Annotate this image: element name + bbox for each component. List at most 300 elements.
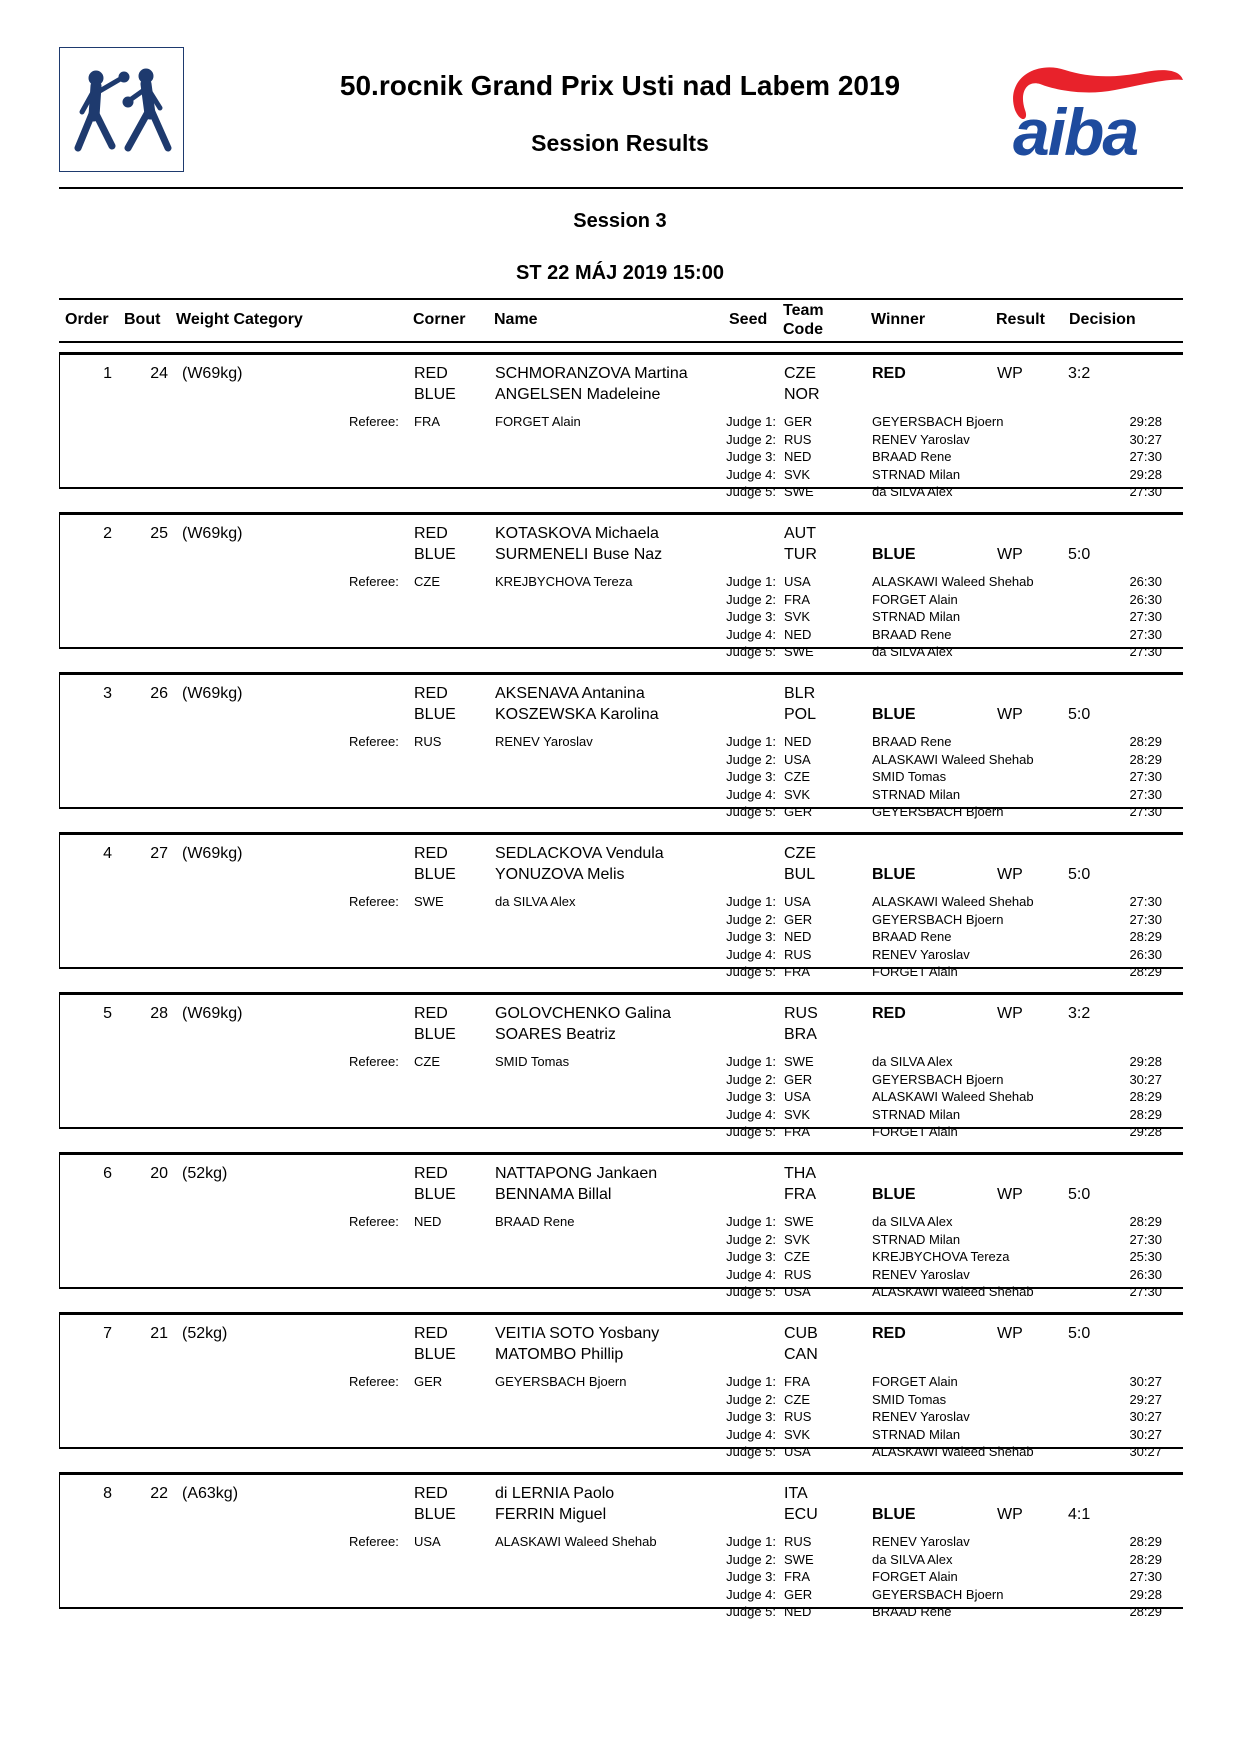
corner-red-label: RED — [414, 845, 448, 862]
result-type: WP — [997, 1506, 1023, 1523]
table-header-bottom-rule — [59, 341, 1183, 343]
bout-order: 4 — [103, 845, 112, 862]
judge-country: FRA — [784, 1374, 810, 1389]
result-type: WP — [997, 546, 1023, 563]
bout-block — [59, 832, 1183, 979]
red-team-code: THA — [784, 1165, 816, 1182]
judge-score: 30:27 — [1129, 1409, 1162, 1424]
blue-team-code: POL — [784, 706, 817, 723]
judge-score: 25:30 — [1129, 1249, 1162, 1264]
corner-red-label: RED — [414, 1165, 448, 1182]
judge-score: 28:29 — [1129, 1089, 1162, 1104]
judge-label: Judge 4: — [726, 786, 776, 802]
red-boxer-name: KOTASKOVA Michaela — [495, 525, 659, 542]
referee-label: Referee: — [349, 734, 399, 749]
red-boxer-name: SCHMORANZOVA Martina — [495, 365, 688, 382]
session-label: Session 3 — [573, 210, 667, 232]
judge-country: NED — [784, 449, 812, 464]
blue-team-code: FRA — [784, 1186, 816, 1203]
judge-country: GER — [784, 1071, 813, 1087]
weight-category: (W69kg) — [182, 525, 243, 542]
page-subtitle: Session Results — [531, 130, 709, 156]
judge-score: 28:29 — [1129, 1106, 1162, 1122]
weight-category: (W69kg) — [182, 845, 243, 862]
referee-country: SWE — [414, 894, 444, 909]
judge-name: STRNAD Milan — [872, 466, 961, 482]
judge-label: Judge 2: — [726, 431, 776, 447]
judge-label: Judge 4: — [726, 1586, 776, 1602]
judge-label: Judge 1: — [726, 1054, 776, 1069]
referee-name: SMID Tomas — [495, 1054, 570, 1069]
judge-name: ALASKAWI Waleed Shehab — [872, 574, 1034, 589]
red-boxer-name: GOLOVCHENKO Galina — [495, 1005, 672, 1022]
red-team-code: ITA — [784, 1485, 808, 1502]
judge-label: Judge 5: — [726, 1284, 776, 1299]
winner-corner: RED — [872, 1325, 906, 1342]
judge-name: FORGET Alain — [872, 591, 958, 607]
judge-label: Judge 2: — [726, 1391, 776, 1407]
judge-name: ALASKAWI Waleed Shehab — [872, 751, 1034, 767]
judge-score: 27:30 — [1129, 484, 1162, 499]
judge-label: Judge 1: — [726, 734, 776, 749]
referee-country: CZE — [414, 1054, 440, 1069]
judge-label: Judge 3: — [726, 1089, 776, 1104]
page-title: 50.rocnik Grand Prix Usti nad Labem 2019 — [339, 70, 901, 101]
judge-name: FORGET Alain — [872, 964, 958, 979]
judge-label: Judge 3: — [726, 1569, 776, 1584]
judge-name: RENEV Yaroslav — [872, 431, 970, 447]
judge-score: 27:30 — [1129, 769, 1162, 784]
referee-country: GER — [414, 1374, 443, 1389]
bout-order: 3 — [103, 685, 112, 702]
judge-label: Judge 1: — [726, 1214, 776, 1229]
bout-order: 8 — [103, 1485, 112, 1502]
bout-order: 1 — [103, 365, 112, 382]
decision-score: 5:0 — [1068, 706, 1091, 723]
judge-name: da SILVA Alex — [872, 1214, 953, 1229]
judge-name: RENEV Yaroslav — [872, 1534, 970, 1549]
result-type: WP — [997, 866, 1023, 883]
judge-country: USA — [784, 1089, 811, 1104]
judge-country: GER — [784, 911, 813, 927]
red-team-code: CZE — [784, 845, 816, 862]
judge-country: SVK — [784, 466, 811, 482]
judge-score: 30:27 — [1129, 1374, 1162, 1389]
judge-name: da SILVA Alex — [872, 484, 953, 499]
winner-corner: BLUE — [872, 706, 916, 723]
judge-name: STRNAD Milan — [872, 609, 961, 624]
blue-team-code: BUL — [784, 866, 816, 883]
judge-score: 27:30 — [1129, 449, 1162, 464]
judge-name: BRAAD Rene — [872, 626, 952, 642]
judge-country: NED — [784, 929, 812, 944]
judge-country: CZE — [784, 1391, 810, 1407]
judge-score: 27:30 — [1129, 786, 1162, 802]
weight-category: (W69kg) — [182, 685, 243, 702]
referee-name: BRAAD Rene — [495, 1214, 575, 1229]
judge-score: 27:30 — [1129, 911, 1162, 927]
referee-label: Referee: — [349, 1374, 399, 1389]
judge-label: Judge 3: — [726, 609, 776, 624]
table-header-top-rule — [59, 298, 1183, 300]
red-boxer-name: NATTAPONG Jankaen — [495, 1165, 658, 1182]
judge-country: SWE — [784, 1214, 814, 1229]
judge-name: ALASKAWI Waleed Shehab — [872, 894, 1034, 909]
judge-country: RUS — [784, 1409, 812, 1424]
referee-label: Referee: — [349, 894, 399, 909]
col-bout: Bout — [124, 311, 161, 328]
judge-score: 27:30 — [1129, 626, 1162, 642]
judge-country: USA — [784, 894, 811, 909]
judge-name: ALASKAWI Waleed Shehab — [872, 1284, 1034, 1299]
corner-blue-label: BLUE — [414, 1506, 456, 1523]
decision-score: 5:0 — [1068, 546, 1091, 563]
judge-score: 27:30 — [1129, 1284, 1162, 1299]
judge-label: Judge 4: — [726, 1426, 776, 1442]
referee-country: NED — [414, 1214, 442, 1229]
judge-label: Judge 3: — [726, 449, 776, 464]
judge-score: 29:28 — [1129, 1124, 1162, 1139]
judge-name: da SILVA Alex — [872, 1551, 953, 1567]
judge-name: RENEV Yaroslav — [872, 1409, 970, 1424]
blue-team-code: ECU — [784, 1506, 818, 1523]
judge-country: SVK — [784, 1426, 811, 1442]
corner-blue-label: BLUE — [414, 1346, 456, 1363]
judge-country: USA — [784, 1444, 811, 1459]
judge-score: 26:30 — [1129, 591, 1162, 607]
referee-name: FORGET Alain — [495, 414, 581, 429]
bout-block — [59, 672, 1183, 819]
judge-label: Judge 5: — [726, 484, 776, 499]
referee-label: Referee: — [349, 1534, 399, 1549]
judge-name: SMID Tomas — [872, 1391, 947, 1407]
judge-name: GEYERSBACH Bjoern — [872, 911, 1004, 927]
bout-order: 5 — [103, 1005, 112, 1022]
judge-country: SWE — [784, 644, 814, 659]
referee-label: Referee: — [349, 1214, 399, 1229]
referee-name: ALASKAWI Waleed Shehab — [495, 1534, 657, 1549]
judge-name: STRNAD Milan — [872, 1231, 961, 1247]
red-boxer-name: di LERNIA Paolo — [495, 1485, 615, 1502]
judge-score: 29:28 — [1129, 1586, 1162, 1602]
judge-score: 27:30 — [1129, 804, 1162, 819]
judge-country: FRA — [784, 964, 810, 979]
blue-boxer-name: BENNAMA Billal — [495, 1186, 612, 1203]
winner-corner: RED — [872, 365, 906, 382]
judge-country: RUS — [784, 431, 812, 447]
col-seed: Seed — [729, 311, 768, 328]
judge-score: 29:27 — [1129, 1391, 1162, 1407]
blue-team-code: TUR — [784, 546, 817, 563]
referee-label: Referee: — [349, 414, 399, 429]
judge-score: 28:29 — [1129, 751, 1162, 767]
referee-country: RUS — [414, 734, 442, 749]
decision-score: 5:0 — [1068, 1325, 1091, 1342]
bout-block — [59, 1312, 1183, 1459]
judge-score: 30:27 — [1129, 431, 1162, 447]
referee-name: da SILVA Alex — [495, 894, 576, 909]
judge-score: 28:29 — [1129, 964, 1162, 979]
blue-boxer-name: YONUZOVA Melis — [495, 866, 625, 883]
judge-score: 28:29 — [1129, 1551, 1162, 1567]
judge-country: SVK — [784, 1231, 811, 1247]
judge-score: 26:30 — [1129, 946, 1162, 962]
result-type: WP — [997, 365, 1023, 382]
bout-block — [59, 352, 1183, 499]
judge-score: 27:30 — [1129, 644, 1162, 659]
blue-boxer-name: SURMENELI Buse Naz — [495, 546, 663, 563]
blue-team-code: BRA — [784, 1026, 817, 1043]
judge-label: Judge 4: — [726, 1106, 776, 1122]
col-name: Name — [494, 311, 538, 328]
judge-label: Judge 5: — [726, 1604, 776, 1619]
result-type: WP — [997, 1186, 1023, 1203]
judge-label: Judge 2: — [726, 1231, 776, 1247]
decision-score: 5:0 — [1068, 866, 1091, 883]
corner-blue-label: BLUE — [414, 1186, 456, 1203]
judge-label: Judge 2: — [726, 591, 776, 607]
judge-name: da SILVA Alex — [872, 644, 953, 659]
judge-name: STRNAD Milan — [872, 786, 961, 802]
judge-country: USA — [784, 1284, 811, 1299]
judge-name: ALASKAWI Waleed Shehab — [872, 1444, 1034, 1459]
judge-score: 28:29 — [1129, 929, 1162, 944]
corner-blue-label: BLUE — [414, 386, 456, 403]
judge-label: Judge 1: — [726, 894, 776, 909]
judge-label: Judge 5: — [726, 964, 776, 979]
corner-red-label: RED — [414, 685, 448, 702]
corner-red-label: RED — [414, 1325, 448, 1342]
judge-score: 28:29 — [1129, 1214, 1162, 1229]
judge-country: USA — [784, 751, 811, 767]
judge-label: Judge 2: — [726, 1551, 776, 1567]
judge-country: CZE — [784, 1249, 810, 1264]
bout-block — [59, 1472, 1183, 1619]
judge-name: GEYERSBACH Bjoern — [872, 1586, 1004, 1602]
judge-name: BRAAD Rene — [872, 929, 952, 944]
judge-label: Judge 4: — [726, 946, 776, 962]
weight-category: (52kg) — [182, 1165, 228, 1182]
judge-label: Judge 5: — [726, 644, 776, 659]
col-order: Order — [65, 311, 109, 328]
red-team-code: CZE — [784, 365, 816, 382]
bout-number: 26 — [150, 685, 168, 702]
result-type: WP — [997, 1325, 1023, 1342]
bout-order: 7 — [103, 1325, 112, 1342]
judge-score: 29:28 — [1129, 466, 1162, 482]
judge-name: SMID Tomas — [872, 769, 947, 784]
bout-number: 22 — [150, 1485, 168, 1502]
red-boxer-name: SEDLACKOVA Vendula — [495, 845, 664, 862]
judge-score: 27:30 — [1129, 609, 1162, 624]
referee-name: GEYERSBACH Bjoern — [495, 1374, 627, 1389]
judge-country: RUS — [784, 1266, 812, 1282]
judge-country: GER — [784, 804, 813, 819]
judge-name: GEYERSBACH Bjoern — [872, 414, 1004, 429]
bout-number: 24 — [150, 365, 168, 382]
blue-boxer-name: MATOMBO Phillip — [495, 1346, 624, 1363]
bout-number: 27 — [150, 845, 168, 862]
bout-number: 28 — [150, 1005, 168, 1022]
judge-score: 30:27 — [1129, 1444, 1162, 1459]
judge-label: Judge 5: — [726, 804, 776, 819]
judge-label: Judge 5: — [726, 1124, 776, 1139]
bout-number: 21 — [150, 1325, 168, 1342]
blue-boxer-name: KOSZEWSKA Karolina — [495, 706, 659, 723]
header-divider — [59, 187, 1183, 189]
judge-score: 26:30 — [1129, 1266, 1162, 1282]
judge-name: ALASKAWI Waleed Shehab — [872, 1089, 1034, 1104]
red-boxer-name: VEITIA SOTO Yosbany — [495, 1325, 660, 1342]
corner-blue-label: BLUE — [414, 866, 456, 883]
judge-label: Judge 3: — [726, 769, 776, 784]
judge-country: GER — [784, 414, 813, 429]
weight-category: (52kg) — [182, 1325, 228, 1342]
judge-country: SWE — [784, 1054, 814, 1069]
winner-corner: BLUE — [872, 1506, 916, 1523]
red-boxer-name: AKSENAVA Antanina — [495, 685, 645, 702]
judge-label: Judge 1: — [726, 574, 776, 589]
blue-boxer-name: FERRIN Miguel — [495, 1506, 607, 1523]
judge-country: NED — [784, 1604, 812, 1619]
judge-name: GEYERSBACH Bjoern — [872, 804, 1004, 819]
judge-country: RUS — [784, 1534, 812, 1549]
judge-name: RENEV Yaroslav — [872, 946, 970, 962]
judge-label: Judge 3: — [726, 1249, 776, 1264]
bout-block — [59, 992, 1183, 1139]
judge-score: 26:30 — [1129, 574, 1162, 589]
col-decision: Decision — [1069, 311, 1136, 328]
judge-name: KREJBYCHOVA Tereza — [872, 1249, 1010, 1264]
judge-country: NED — [784, 626, 812, 642]
judge-country: SVK — [784, 1106, 811, 1122]
weight-category: (A63kg) — [182, 1485, 239, 1502]
winner-corner: BLUE — [872, 546, 916, 563]
judge-name: FORGET Alain — [872, 1569, 958, 1584]
bout-order: 6 — [103, 1165, 112, 1182]
col-winner: Winner — [871, 311, 926, 328]
judge-label: Judge 2: — [726, 911, 776, 927]
red-team-code: AUT — [784, 525, 816, 542]
judge-name: da SILVA Alex — [872, 1054, 953, 1069]
judge-name: BRAAD Rene — [872, 734, 952, 749]
blue-boxer-name: ANGELSEN Madeleine — [495, 386, 661, 403]
judge-label: Judge 1: — [726, 414, 776, 429]
judge-country: USA — [784, 574, 811, 589]
bout-number: 25 — [150, 525, 168, 542]
blue-team-code: NOR — [784, 386, 820, 403]
judge-label: Judge 3: — [726, 929, 776, 944]
col-result: Result — [996, 311, 1045, 328]
judge-name: RENEV Yaroslav — [872, 1266, 970, 1282]
judge-country: SVK — [784, 609, 811, 624]
decision-score: 3:2 — [1068, 1005, 1091, 1022]
corner-blue-label: BLUE — [414, 1026, 456, 1043]
judge-score: 28:29 — [1129, 1604, 1162, 1619]
decision-score: 3:2 — [1068, 365, 1091, 382]
col-weight-category: Weight Category — [176, 311, 303, 328]
red-team-code: BLR — [784, 685, 816, 702]
judge-score: 29:28 — [1129, 1054, 1162, 1069]
judge-country: FRA — [784, 591, 810, 607]
weight-category: (W69kg) — [182, 365, 243, 382]
decision-score: 4:1 — [1068, 1506, 1091, 1523]
winner-corner: BLUE — [872, 866, 916, 883]
bout-number: 20 — [150, 1165, 168, 1182]
referee-label: Referee: — [349, 1054, 399, 1069]
judge-country: SVK — [784, 786, 811, 802]
judge-score: 27:30 — [1129, 1569, 1162, 1584]
referee-label: Referee: — [349, 574, 399, 589]
decision-score: 5:0 — [1068, 1186, 1091, 1203]
aiba-logo-text: aiba — [1013, 95, 1138, 169]
judge-name: BRAAD Rene — [872, 449, 952, 464]
judge-name: GEYERSBACH Bjoern — [872, 1071, 1004, 1087]
judge-country: GER — [784, 1586, 813, 1602]
judge-country: SWE — [784, 1551, 814, 1567]
judge-label: Judge 2: — [726, 1071, 776, 1087]
red-team-code: CUB — [784, 1325, 818, 1342]
winner-corner: BLUE — [872, 1186, 916, 1203]
referee-name: RENEV Yaroslav — [495, 734, 593, 749]
red-team-code: RUS — [784, 1005, 818, 1022]
judge-label: Judge 4: — [726, 626, 776, 642]
judge-score: 28:29 — [1129, 1534, 1162, 1549]
bout-block — [59, 1152, 1183, 1299]
judge-name: FORGET Alain — [872, 1124, 958, 1139]
corner-blue-label: BLUE — [414, 546, 456, 563]
judge-country: RUS — [784, 946, 812, 962]
bout-order: 2 — [103, 525, 112, 542]
blue-team-code: CAN — [784, 1346, 818, 1363]
blue-boxer-name: SOARES Beatriz — [495, 1026, 616, 1043]
corner-red-label: RED — [414, 525, 448, 542]
judge-country: NED — [784, 734, 812, 749]
result-type: WP — [997, 1005, 1023, 1022]
judge-country: FRA — [784, 1569, 810, 1584]
judge-score: 29:28 — [1129, 414, 1162, 429]
corner-red-label: RED — [414, 365, 448, 382]
judge-name: STRNAD Milan — [872, 1106, 961, 1122]
result-type: WP — [997, 706, 1023, 723]
corner-red-label: RED — [414, 1005, 448, 1022]
corner-blue-label: BLUE — [414, 706, 456, 723]
judge-label: Judge 4: — [726, 466, 776, 482]
corner-red-label: RED — [414, 1485, 448, 1502]
judge-label: Judge 5: — [726, 1444, 776, 1459]
judge-score: 27:30 — [1129, 894, 1162, 909]
judge-label: Judge 4: — [726, 1266, 776, 1282]
winner-corner: RED — [872, 1005, 906, 1022]
judge-label: Judge 2: — [726, 751, 776, 767]
col-team-code-line1: Team — [783, 302, 824, 319]
judge-label: Judge 1: — [726, 1534, 776, 1549]
judge-country: FRA — [784, 1124, 810, 1139]
judge-country: CZE — [784, 769, 810, 784]
referee-country: CZE — [414, 574, 440, 589]
judge-score: 30:27 — [1129, 1426, 1162, 1442]
referee-country: FRA — [414, 414, 440, 429]
judge-score: 27:30 — [1129, 1231, 1162, 1247]
judge-country: SWE — [784, 484, 814, 499]
judge-score: 28:29 — [1129, 734, 1162, 749]
judge-name: FORGET Alain — [872, 1374, 958, 1389]
col-corner: Corner — [413, 311, 466, 328]
judge-label: Judge 3: — [726, 1409, 776, 1424]
session-datetime: ST 22 MÁJ 2019 15:00 — [516, 262, 724, 284]
referee-country: USA — [414, 1534, 441, 1549]
judge-name: STRNAD Milan — [872, 1426, 961, 1442]
